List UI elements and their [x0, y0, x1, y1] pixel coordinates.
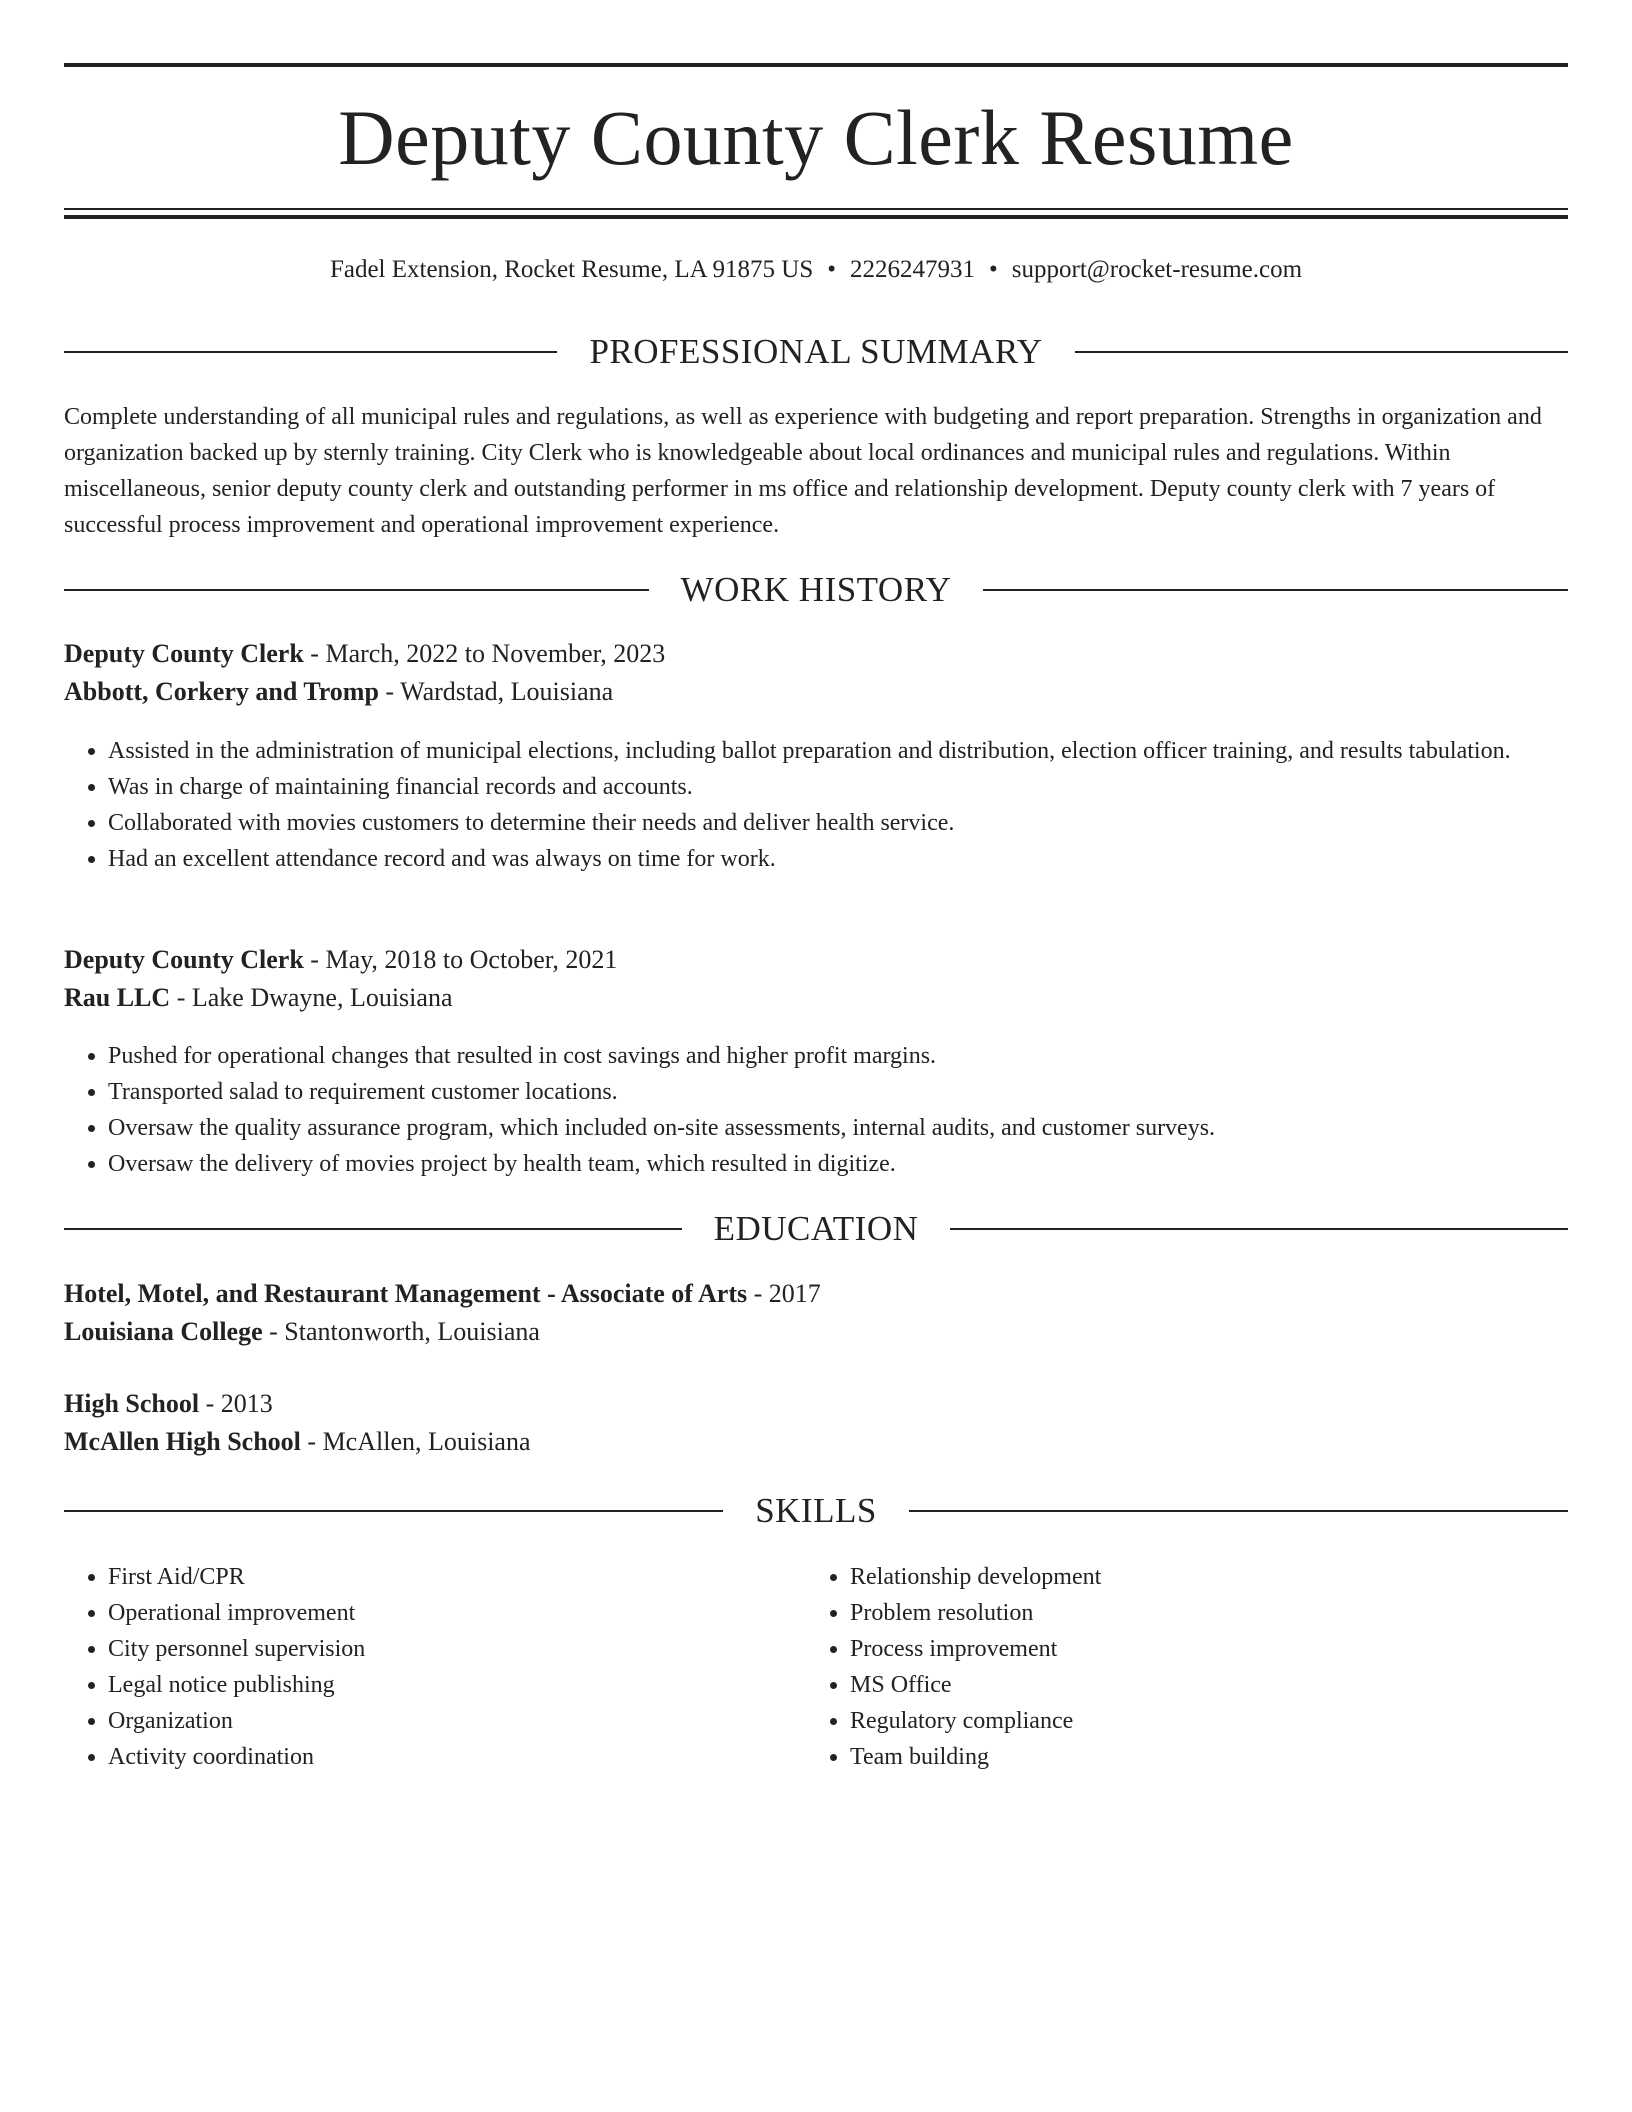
- section-title: SKILLS: [755, 1491, 877, 1530]
- job-title: Deputy County Clerk: [64, 945, 304, 974]
- list-item: • Transported salad to requirement customer locations.: [108, 1074, 1568, 1110]
- contact-email: support@rocket-resume.com: [1011, 256, 1303, 283]
- section-heading-education: [64, 1207, 1568, 1251]
- job-title: Deputy County Clerk: [64, 639, 304, 668]
- summary-text: Complete understanding of all municipal rules and regulations, as well as experience with budgeting and report preparation. Strengths in organization and organization backed up by sternly training. City Clerk who is knowledgeable about local ordinances and municipal rules and regulations. Within miscellaneous, senior deputy county clerk and outstanding performer in ms office and relationship development. Deputy county clerk with 7 years of successful process improvement and operational improvement experience.: [64, 404, 1542, 538]
- job-location: - Wardstad, Louisiana: [378, 677, 614, 706]
- skills-list-left: [64, 1559, 808, 1775]
- list-item: • Collaborated with movies customers to determine their needs and deliver health service.: [108, 805, 1568, 841]
- job-bullets: [64, 733, 1568, 877]
- contact-address: Fadel Extension, Rocket Resume, LA 91875 US: [329, 256, 814, 283]
- school-location: - Stantonworth, Louisiana: [262, 1317, 540, 1346]
- heading-rule: [950, 1228, 1568, 1230]
- page-title: Deputy County Clerk Resume: [338, 94, 1294, 181]
- degree-year: - 2017: [747, 1279, 821, 1308]
- skill-item: • Organization: [108, 1703, 808, 1739]
- list-item: • Was in charge of maintaining financial records and accounts.: [108, 769, 1568, 805]
- job-company: Abbott, Corkery and Tromp: [64, 677, 379, 706]
- top-rule: [64, 63, 1568, 67]
- job-bullets: [64, 1038, 1568, 1182]
- degree: High School: [64, 1389, 200, 1418]
- heading-rule: [64, 589, 649, 591]
- list-item: • Had an excellent attendance record and was always on time for work.: [108, 841, 1568, 877]
- heading-rule: [983, 589, 1568, 591]
- job-dates: - May, 2018 to October, 2021: [303, 945, 618, 974]
- section-title: PROFESSIONAL SUMMARY: [589, 332, 1043, 371]
- list-item: • Assisted in the administration of municipal elections, including ballot preparation and distribution, election officer training, and results tabulation.: [108, 733, 1568, 769]
- contact-line: [64, 252, 1568, 288]
- job-header: [64, 635, 1568, 711]
- heading-rule: [1075, 351, 1568, 353]
- list-item: • Pushed for operational changes that resulted in cost savings and higher profit margins.: [108, 1038, 1568, 1074]
- list-item: • Oversaw the delivery of movies project by health team, which resulted in digitize.: [108, 1146, 1568, 1182]
- contact-separator: •: [989, 256, 998, 283]
- section-heading-summary: [64, 330, 1568, 374]
- education-entry: [64, 1385, 1568, 1461]
- skill-item: • Team building: [850, 1739, 1550, 1775]
- skill-item: • Problem resolution: [850, 1595, 1550, 1631]
- heading-rule: [64, 351, 557, 353]
- skill-item: • Regulatory compliance: [850, 1703, 1550, 1739]
- skill-item: • Legal notice publishing: [108, 1667, 808, 1703]
- skill-item: • Operational improvement: [108, 1595, 808, 1631]
- heading-rule: [64, 1510, 723, 1512]
- education-entry: [64, 1275, 1568, 1351]
- section-heading-skills: [64, 1489, 1568, 1533]
- title-rule-thick: [64, 215, 1568, 219]
- degree: Hotel, Motel, and Restaurant Management - Associate of Arts: [64, 1279, 748, 1308]
- contact-separator: •: [827, 256, 836, 283]
- school-name: McAllen High School: [64, 1427, 301, 1456]
- heading-rule: [64, 1228, 682, 1230]
- school-location: - McAllen, Louisiana: [300, 1427, 531, 1456]
- job-location: - Lake Dwayne, Louisiana: [170, 983, 453, 1012]
- contact-phone: 2226247931: [850, 256, 975, 283]
- section-title: WORK HISTORY: [680, 570, 952, 609]
- skill-item: • Process improvement: [850, 1631, 1550, 1667]
- skill-item: • City personnel supervision: [108, 1631, 808, 1667]
- degree-year: - 2013: [199, 1389, 273, 1418]
- skill-item: • MS Office: [850, 1667, 1550, 1703]
- skill-item: • Activity coordination: [108, 1739, 808, 1775]
- skill-item: • Relationship development: [850, 1559, 1550, 1595]
- job-dates: - March, 2022 to November, 2023: [303, 639, 666, 668]
- section-title: EDUCATION: [713, 1209, 919, 1248]
- skills-list-right: [806, 1559, 1550, 1775]
- list-item: • Oversaw the quality assurance program, which included on-site assessments, internal audits, and customer surveys.: [108, 1110, 1568, 1146]
- heading-rule: [909, 1510, 1568, 1512]
- title-rule-thin: [64, 208, 1568, 210]
- school-name: Louisiana College: [64, 1317, 263, 1346]
- skill-item: • First Aid/CPR: [108, 1559, 808, 1595]
- job-header: [64, 941, 1568, 1017]
- section-heading-work: [64, 568, 1568, 612]
- job-company: Rau LLC: [64, 983, 171, 1012]
